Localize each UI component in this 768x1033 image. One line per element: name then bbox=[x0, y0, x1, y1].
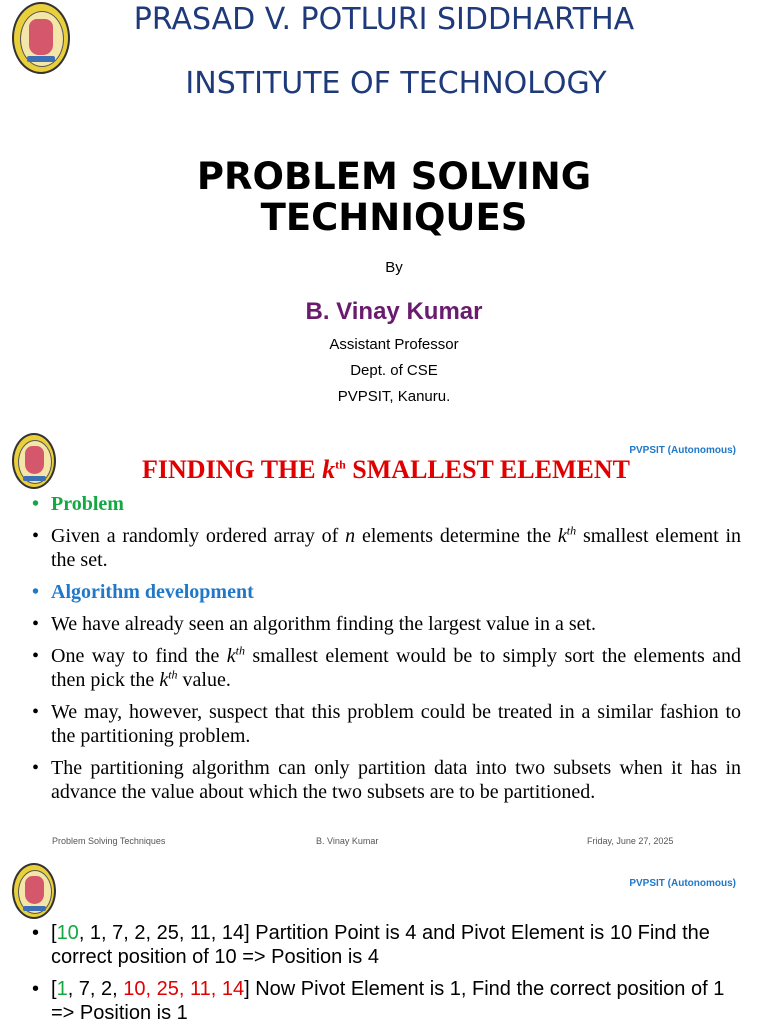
institute-name-line1: PRASAD V. POTLURI SIDDHARTHA bbox=[133, 2, 635, 37]
bullet-sort-approach: • One way to find the $k^{th}$ smallest element would be to simply sort the elements and then pick the $k^{th}$ value. bbox=[32, 644, 741, 692]
by-label: By bbox=[385, 259, 403, 276]
footer-author: B. Vinay Kumar bbox=[316, 836, 379, 846]
author-college: PVPSIT, Kanuru. bbox=[337, 388, 451, 405]
title-slide bbox=[0, 0, 768, 420]
autonomous-label: PVPSIT (Autonomous) bbox=[629, 878, 736, 889]
bullet-problem-header: • Problem bbox=[32, 492, 741, 516]
content-bullets bbox=[32, 492, 741, 812]
presentation-title-line1: PROBLEM SOLVING bbox=[196, 155, 592, 198]
partition-example-slide bbox=[0, 860, 768, 1024]
example-item-2: • [1, 7, 2, 10, 25, 11, 14] Now Pivot Element is 1, Find the correct position of 1 => Position is 1 bbox=[32, 977, 741, 1025]
bullet-algo-header: • Algorithm development bbox=[32, 580, 741, 604]
bullet-partitioning-limitation: • The partitioning algorithm can only partition data into two subsets when it has in advance the value about which the two subsets are to be partitioned. bbox=[32, 756, 741, 804]
author-designation: Assistant Professor bbox=[329, 336, 459, 353]
college-logo-icon bbox=[12, 863, 56, 919]
bullet-largest-value: • We have already seen an algorithm finding the largest value in a set. bbox=[32, 612, 741, 636]
example-bullets bbox=[32, 921, 741, 1033]
institute-name-line2: INSTITUTE OF TECHNOLOGY bbox=[185, 66, 607, 101]
presentation-title-line2: TECHNIQUES bbox=[260, 196, 528, 239]
bullet-partitioning-similarity: • We may, however, suspect that this problem could be treated in a similar fashion to the partitioning problem. bbox=[32, 700, 741, 748]
footer-date: Friday, June 27, 2025 bbox=[587, 836, 674, 846]
slide-heading: FINDING THE $k^{th}$ SMALLEST ELEMENT bbox=[142, 455, 630, 484]
example-item-1: • [10, 1, 7, 2, 25, 11, 14] Partition Point is 4 and Pivot Element is 10 Find the correct position of 10 => Position is 4 bbox=[32, 921, 741, 969]
bullet-problem-text: • Given a randomly ordered array of n elements determine the $k^{th}$ smallest element in the set. bbox=[32, 524, 741, 572]
footer-course: Problem Solving Techniques bbox=[52, 836, 166, 846]
autonomous-label: PVPSIT (Autonomous) bbox=[629, 445, 736, 456]
kth-smallest-slide bbox=[0, 430, 768, 850]
author-name: B. Vinay Kumar bbox=[305, 298, 483, 325]
author-department: Dept. of CSE bbox=[350, 362, 438, 379]
